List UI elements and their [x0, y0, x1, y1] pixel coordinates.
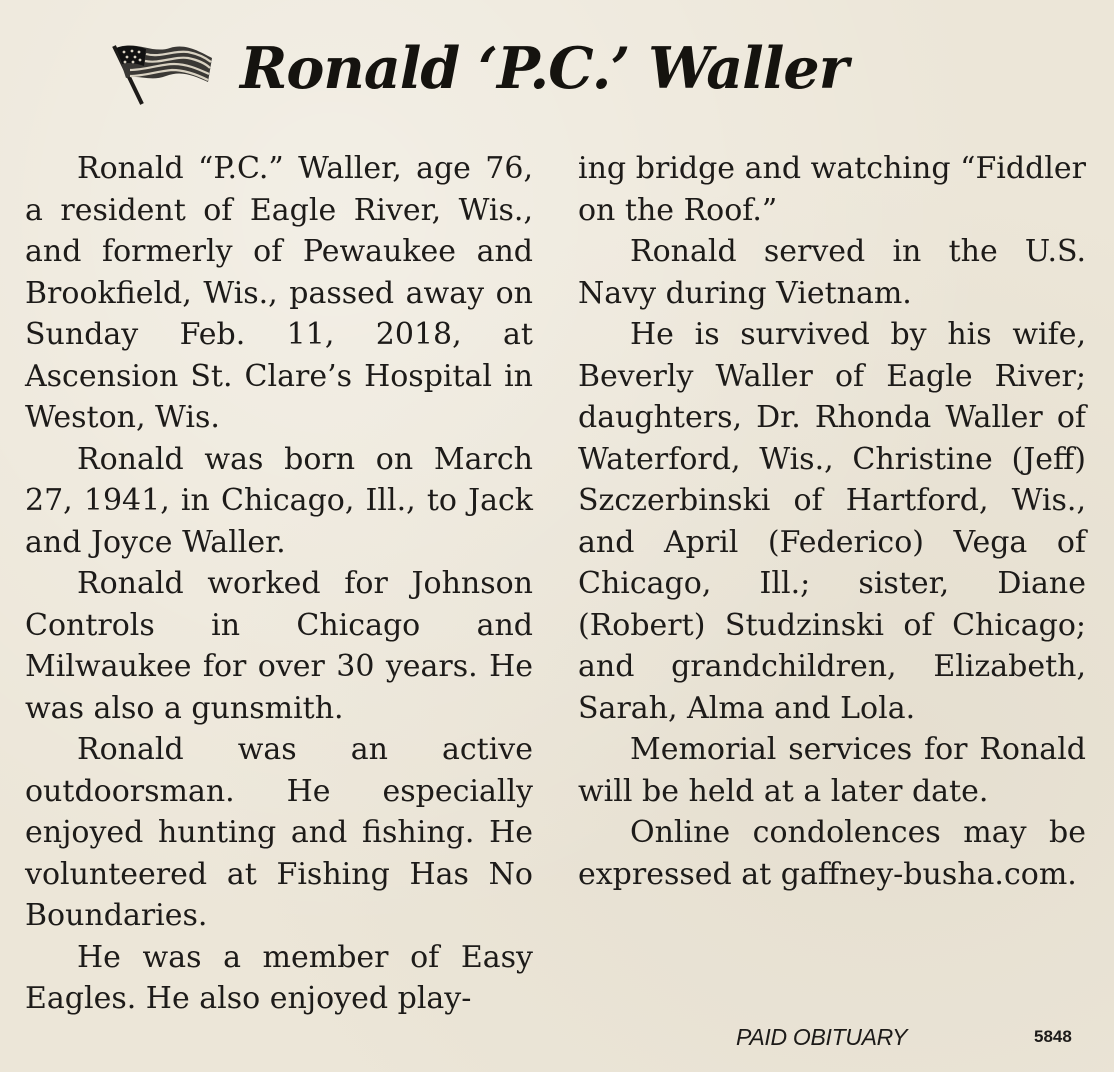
american-flag-icon [108, 38, 218, 108]
paragraph-career: Ronald worked for Johnson Controls in Chicago and Milwaukee for over 30 years. He was also a gunsmith. [25, 566, 533, 726]
paragraph-memorial: Memorial services for Ronald will be held at a later date. [578, 732, 1086, 809]
paragraph-intro: Ronald “P.C.” Waller, age 76, a resident of Eagle River, Wis., and formerly of Pewaukee and Brookfield, Wis., passed away on Sunday Feb. 11, 2018, at Ascension St. Clare’s Hospital in Weston, Wis. [25, 151, 533, 435]
paid-obituary-label: PAID OBITUARY [736, 1024, 908, 1050]
paragraph-survivors: He is survived by his wife, Beverly Waller of Eagle River; daughters, Dr. Rhonda Waller of Waterford, Wis., Christine (Jeff) Szczerbinski of Hartford, Wis., and April (Federico) Vega of Chicago, Ill.; sister, Diane (Robert) Studzinski of Chicago; and grandchildren, Elizabeth, Sarah, Alma and Lola. [578, 317, 1086, 726]
obituary-title: Ronald ‘P.C.’ Waller [240, 35, 848, 102]
ad-code: 5848 [1034, 1027, 1072, 1046]
paragraph-membership: He was a member of Easy Eagles. He also enjoyed play- [25, 939, 533, 1016]
paragraph-birth: Ronald was born on March 27, 1941, in Chicago, Ill., to Jack and Joyce Waller. [25, 441, 533, 560]
right-column [578, 148, 1086, 895]
left-column [25, 148, 533, 1020]
obituary-header [0, 30, 1114, 120]
paragraph-service: Ronald served in the U.S. Navy during Vietnam. [578, 234, 1086, 311]
paragraph-condolences: Online condolences may be expressed at gaffney-busha.com. [578, 815, 1086, 892]
paragraph-continuation: ing bridge and watching “Fiddler on the Roof.” [578, 151, 1086, 228]
paragraph-hobbies: Ronald was an active outdoorsman. He especially enjoyed hunting and fishing. He volunteered at Fishing Has No Boundaries. [25, 732, 533, 933]
